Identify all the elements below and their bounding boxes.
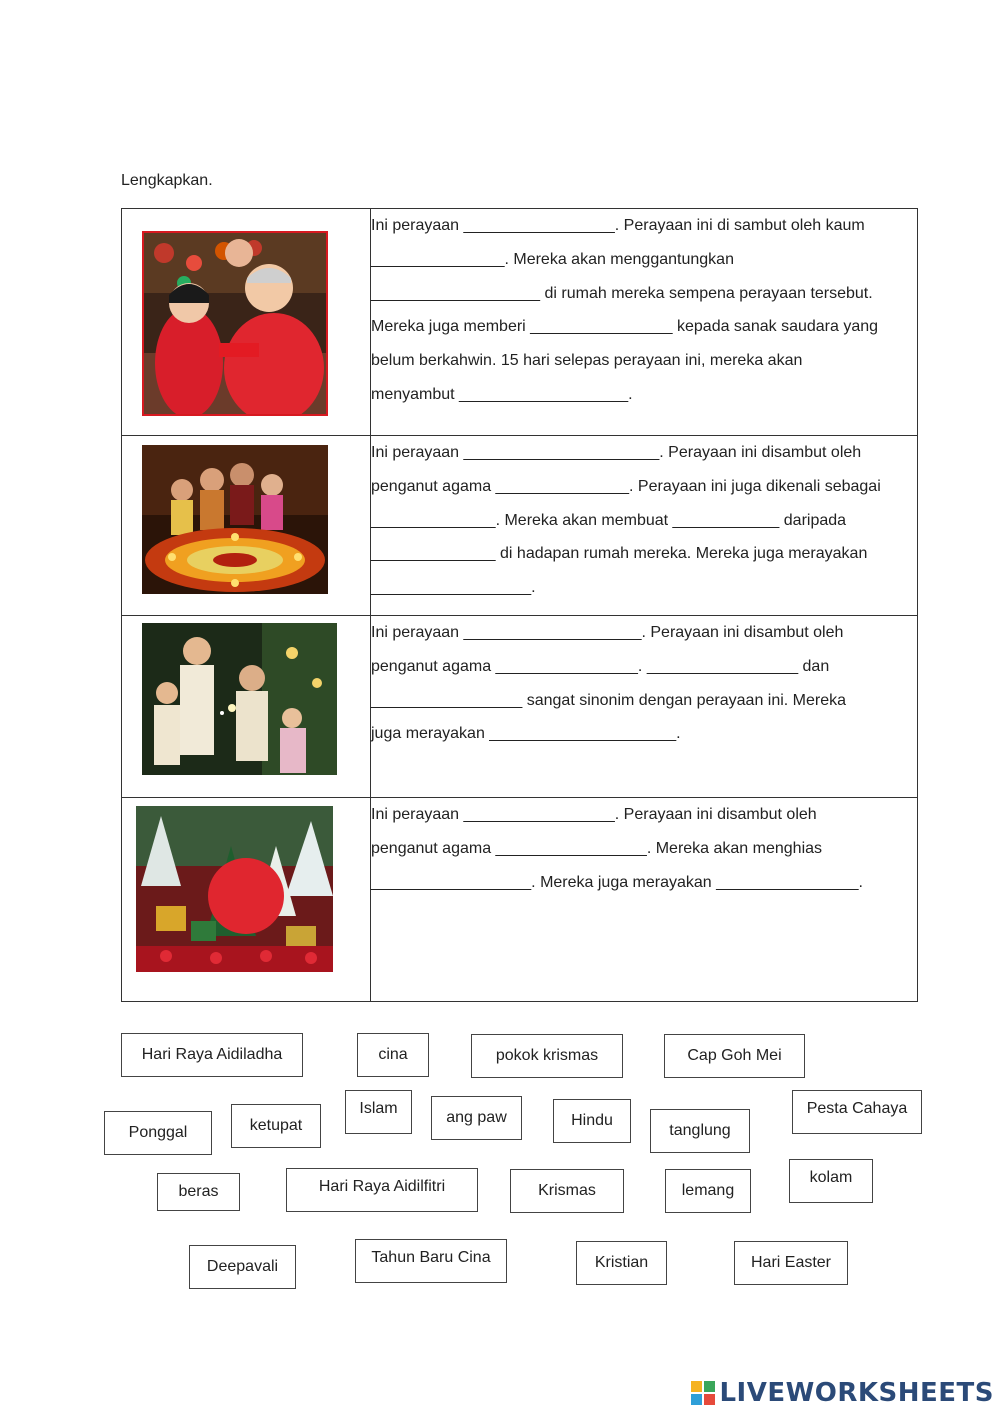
text-line: belum berkahwin. 15 hari selepas perayaan ini, mereka akan — [371, 352, 803, 370]
text-line: Ini perayaan ____________________. Perayaan ini disambut oleh — [371, 624, 844, 641]
word-card[interactable]: Deepavali — [189, 1245, 296, 1289]
deepavali-photo — [142, 445, 328, 594]
word-card[interactable]: Tahun Baru Cina — [355, 1239, 507, 1283]
text-line: Ini perayaan ______________________. Perayaan ini disambut oleh — [371, 444, 862, 461]
text-line: Ini perayaan _________________. Perayaan ini di sambut oleh kaum — [371, 217, 865, 234]
question-text-3 — [371, 616, 918, 798]
text-line: penganut agama _______________. Perayaan ini juga dikenali sebagai — [371, 477, 881, 495]
image-cell — [122, 616, 371, 798]
word-card[interactable]: lemang — [665, 1169, 751, 1213]
table-row — [122, 616, 918, 798]
logo-icon — [691, 1381, 715, 1405]
text-line: juga merayakan _____________________. — [371, 725, 681, 743]
text-line: ___________________ di rumah mereka sempena perayaan tersebut. — [371, 284, 873, 302]
table-row — [122, 209, 918, 436]
text-line: __________________. — [371, 579, 536, 597]
christmas-photo — [136, 806, 333, 972]
word-card[interactable]: kolam — [789, 1159, 873, 1203]
image-cell — [122, 436, 371, 616]
text-line: ______________. Mereka akan membuat ____________ daripada — [371, 511, 847, 529]
word-card[interactable]: Hari Raya Aidiladha — [121, 1033, 303, 1077]
text-line: Mereka juga memberi ________________ kepada sanak saudara yang — [371, 318, 879, 336]
instruction: Lengkapkan. — [121, 172, 213, 189]
word-card[interactable]: Hari Raya Aidilfitri — [286, 1168, 478, 1212]
word-card[interactable]: ketupat — [231, 1104, 321, 1148]
word-card[interactable]: Ponggal — [104, 1111, 212, 1155]
question-text-2 — [371, 436, 918, 616]
word-card[interactable]: Krismas — [510, 1169, 624, 1213]
question-text-4 — [371, 798, 918, 1002]
word-card[interactable]: Hindu — [553, 1099, 631, 1143]
word-card[interactable]: tanglung — [650, 1109, 750, 1153]
table-row — [122, 798, 918, 1002]
text-line: _________________ sangat sinonim dengan perayaan ini. Mereka — [371, 691, 847, 709]
text-line: __________________. Mereka juga merayakan ________________. — [371, 873, 863, 891]
image-cell — [122, 209, 371, 436]
chinese-new-year-photo — [142, 231, 328, 416]
word-card[interactable]: beras — [157, 1173, 240, 1211]
word-card[interactable]: Hari Easter — [734, 1241, 848, 1285]
text-line: ______________ di hadapan rumah mereka. Mereka juga merayakan — [371, 545, 868, 563]
word-card[interactable]: pokok krismas — [471, 1034, 623, 1078]
text-line: penganut agama _________________. Mereka akan menghias — [371, 839, 823, 857]
word-card[interactable]: ang paw — [431, 1096, 522, 1140]
text-line: Ini perayaan _________________. Perayaan ini disambut oleh — [371, 806, 817, 823]
table-row — [122, 436, 918, 616]
image-cell — [122, 798, 371, 1002]
word-card[interactable]: Cap Goh Mei — [664, 1034, 805, 1078]
hari-raya-photo — [142, 623, 337, 775]
logo-text-suffix: WORKSHEETS — [785, 1378, 994, 1408]
text-line: _______________. Mereka akan menggantungkan — [371, 250, 734, 268]
word-card[interactable]: Kristian — [576, 1241, 667, 1285]
worksheet-table — [121, 208, 918, 1002]
question-text-1 — [371, 209, 918, 436]
word-card[interactable]: Islam — [345, 1090, 412, 1134]
logo-text-prefix: LIVE — [719, 1378, 786, 1408]
text-line: menyambut ___________________. — [371, 385, 633, 403]
word-card[interactable]: Pesta Cahaya — [792, 1090, 922, 1134]
word-card[interactable]: cina — [357, 1033, 429, 1077]
liveworksheets-logo — [691, 1378, 994, 1408]
text-line: penganut agama ________________. _________________ dan — [371, 657, 830, 675]
